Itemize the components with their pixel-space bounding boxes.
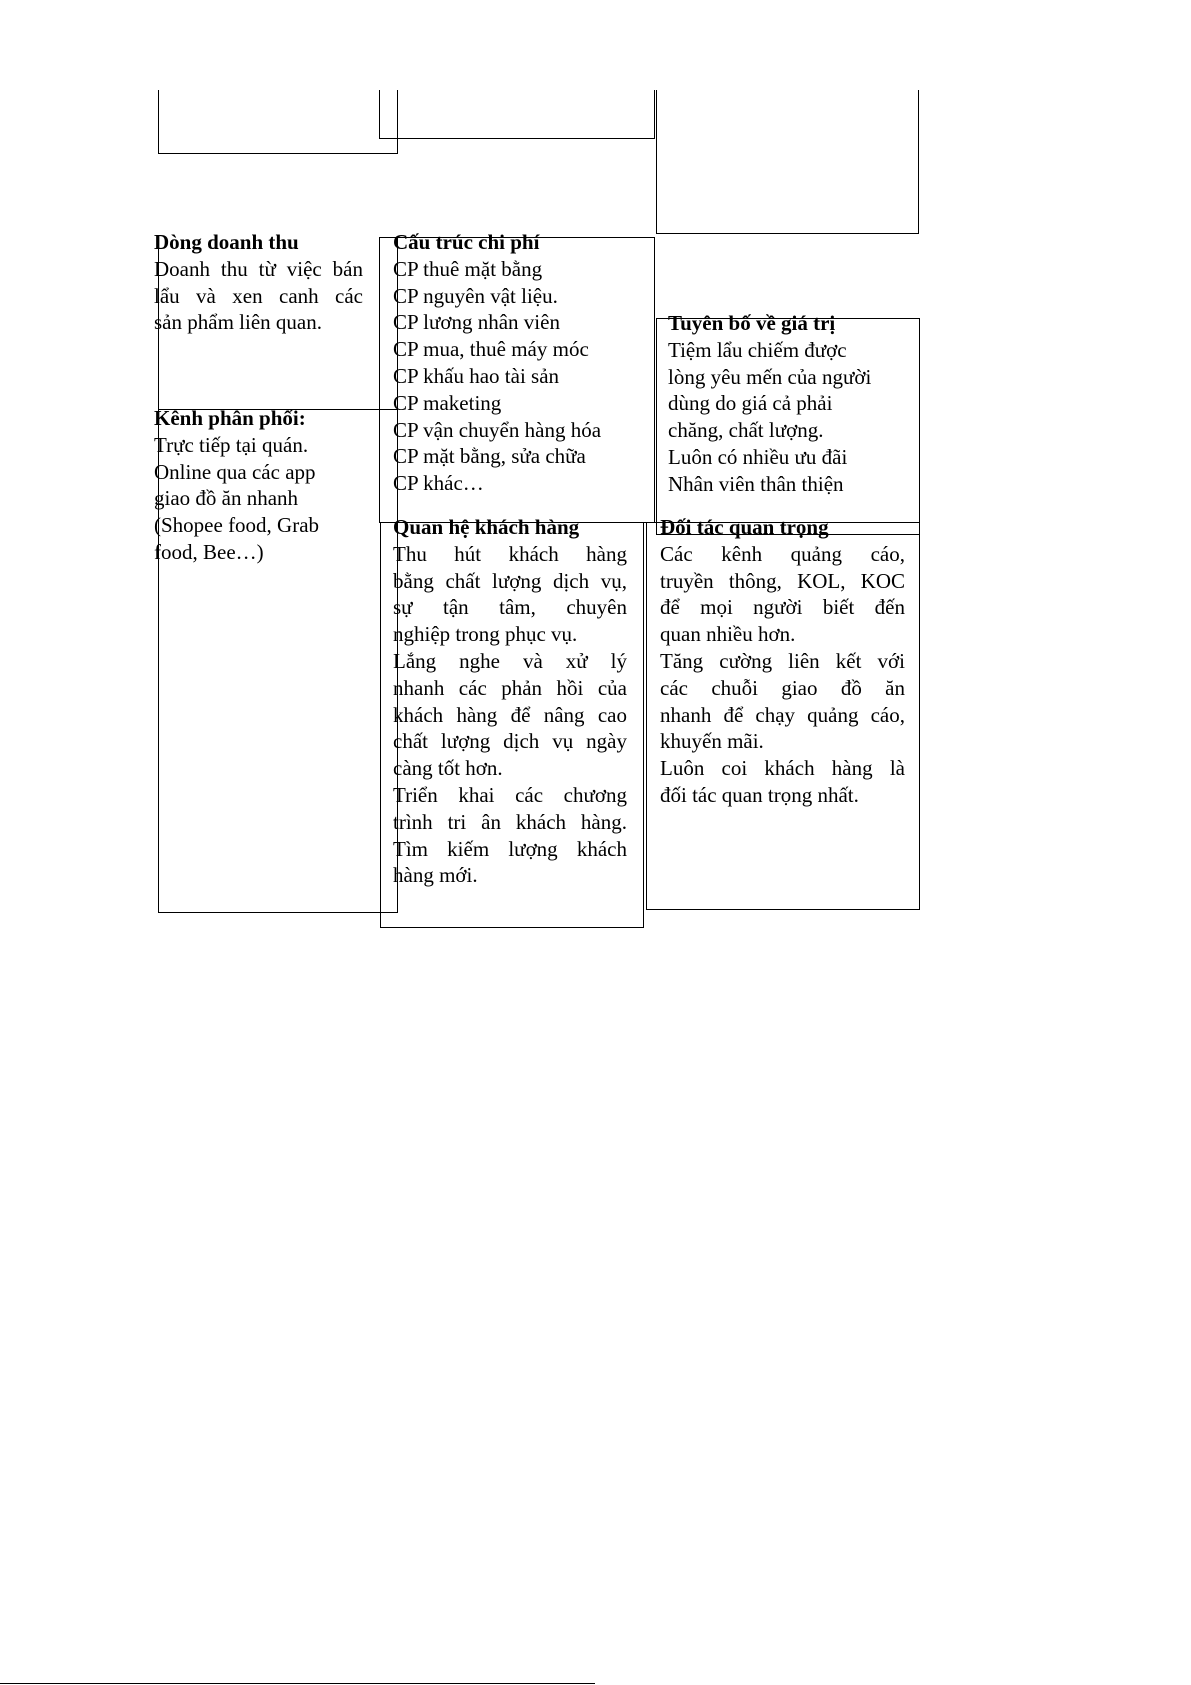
footnote-separator xyxy=(0,1683,595,1684)
value-line: lòng yêu mến của người xyxy=(668,364,872,389)
partners-line: Luôn coi khách hàng là xyxy=(660,756,905,781)
relations-block xyxy=(393,514,627,889)
revenue-line: lẩu và xen canh các xyxy=(154,283,363,308)
channels-line: giao đồ ăn nhanh xyxy=(154,486,299,511)
partners-line: Tăng cường liên kết với xyxy=(660,648,905,673)
costs-line: CP mặt bằng, sửa chữa xyxy=(393,444,586,469)
relations-line: khách hàng để nâng cao xyxy=(393,702,627,727)
relations-line: càng tốt hơn. xyxy=(393,756,503,781)
frame-top-right xyxy=(656,90,919,234)
frame-top-middle xyxy=(379,90,655,139)
partners-line: nhanh để chạy quảng cáo, xyxy=(660,702,905,727)
channels-title: Kênh phân phối: xyxy=(154,406,306,430)
value-title: Tuyên bố về giá trị xyxy=(668,311,836,335)
relations-title: Quan hệ khách hàng xyxy=(393,515,580,539)
partners-line: quan nhiều hơn. xyxy=(660,622,796,647)
relations-line: nghiệp trong phục vụ. xyxy=(393,622,578,647)
costs-line: CP khác… xyxy=(393,471,484,496)
revenue-line: Doanh thu từ việc bán xyxy=(154,256,363,281)
value-block xyxy=(668,310,908,498)
costs-line: CP maketing xyxy=(393,390,502,415)
relations-line: chất lượng dịch vụ ngày xyxy=(393,729,627,754)
costs-line: CP thuê mặt bằng xyxy=(393,256,543,281)
partners-line: đối tác quan trọng nhất. xyxy=(660,782,859,807)
partners-line: để mọi người biết đến xyxy=(660,595,905,620)
relations-line: Triển khai các chương xyxy=(393,782,627,807)
value-line: Tiệm lẩu chiếm được xyxy=(668,337,847,362)
relations-line: Thu hút khách hàng xyxy=(393,541,627,566)
relations-line: nhanh các phản hồi của xyxy=(393,675,627,700)
partners-line: các chuỗi giao đồ ăn xyxy=(660,675,905,700)
value-line: Nhân viên thân thiện xyxy=(668,471,844,496)
channels-line: food, Bee…) xyxy=(154,539,264,564)
revenue-title: Dòng doanh thu xyxy=(154,230,299,254)
costs-title: Cấu trúc chi phí xyxy=(393,230,540,254)
partners-block xyxy=(660,514,905,809)
costs-line: CP mua, thuê máy móc xyxy=(393,337,589,362)
partners-line: Các kênh quảng cáo, xyxy=(660,541,905,566)
relations-line: trình tri ân khách hàng. xyxy=(393,809,627,834)
relations-line: hàng mới. xyxy=(393,863,478,888)
revenue-block xyxy=(154,229,363,336)
relations-line: Tìm kiếm lượng khách xyxy=(393,836,627,861)
relations-line: Lắng nghe và xử lý xyxy=(393,648,627,673)
costs-line: CP vận chuyển hàng hóa xyxy=(393,417,602,442)
revenue-line: sản phẩm liên quan. xyxy=(154,310,322,335)
partners-line: truyền thông, KOL, KOC xyxy=(660,568,905,593)
costs-block xyxy=(393,229,643,497)
relations-line: bằng chất lượng dịch vụ, xyxy=(393,568,627,593)
relations-line: sự tận tâm, chuyên xyxy=(393,595,627,620)
value-line: chăng, chất lượng. xyxy=(668,418,824,443)
frame-top-left xyxy=(158,90,398,154)
costs-line: CP khấu hao tài sản xyxy=(393,363,560,388)
channels-line: Online qua các app xyxy=(154,459,316,484)
channels-line: Trực tiếp tại quán. xyxy=(154,432,309,457)
costs-line: CP lương nhân viên xyxy=(393,310,560,335)
channels-block xyxy=(154,405,374,566)
channels-line: (Shopee food, Grab xyxy=(154,513,320,538)
value-line: dùng do giá cả phải xyxy=(668,391,833,416)
partners-line: khuyến mãi. xyxy=(660,729,764,754)
costs-line: CP nguyên vật liệu. xyxy=(393,283,558,308)
value-line: Luôn có nhiều ưu đãi xyxy=(668,444,848,469)
partners-title: Đối tác quan trọng xyxy=(660,515,829,539)
